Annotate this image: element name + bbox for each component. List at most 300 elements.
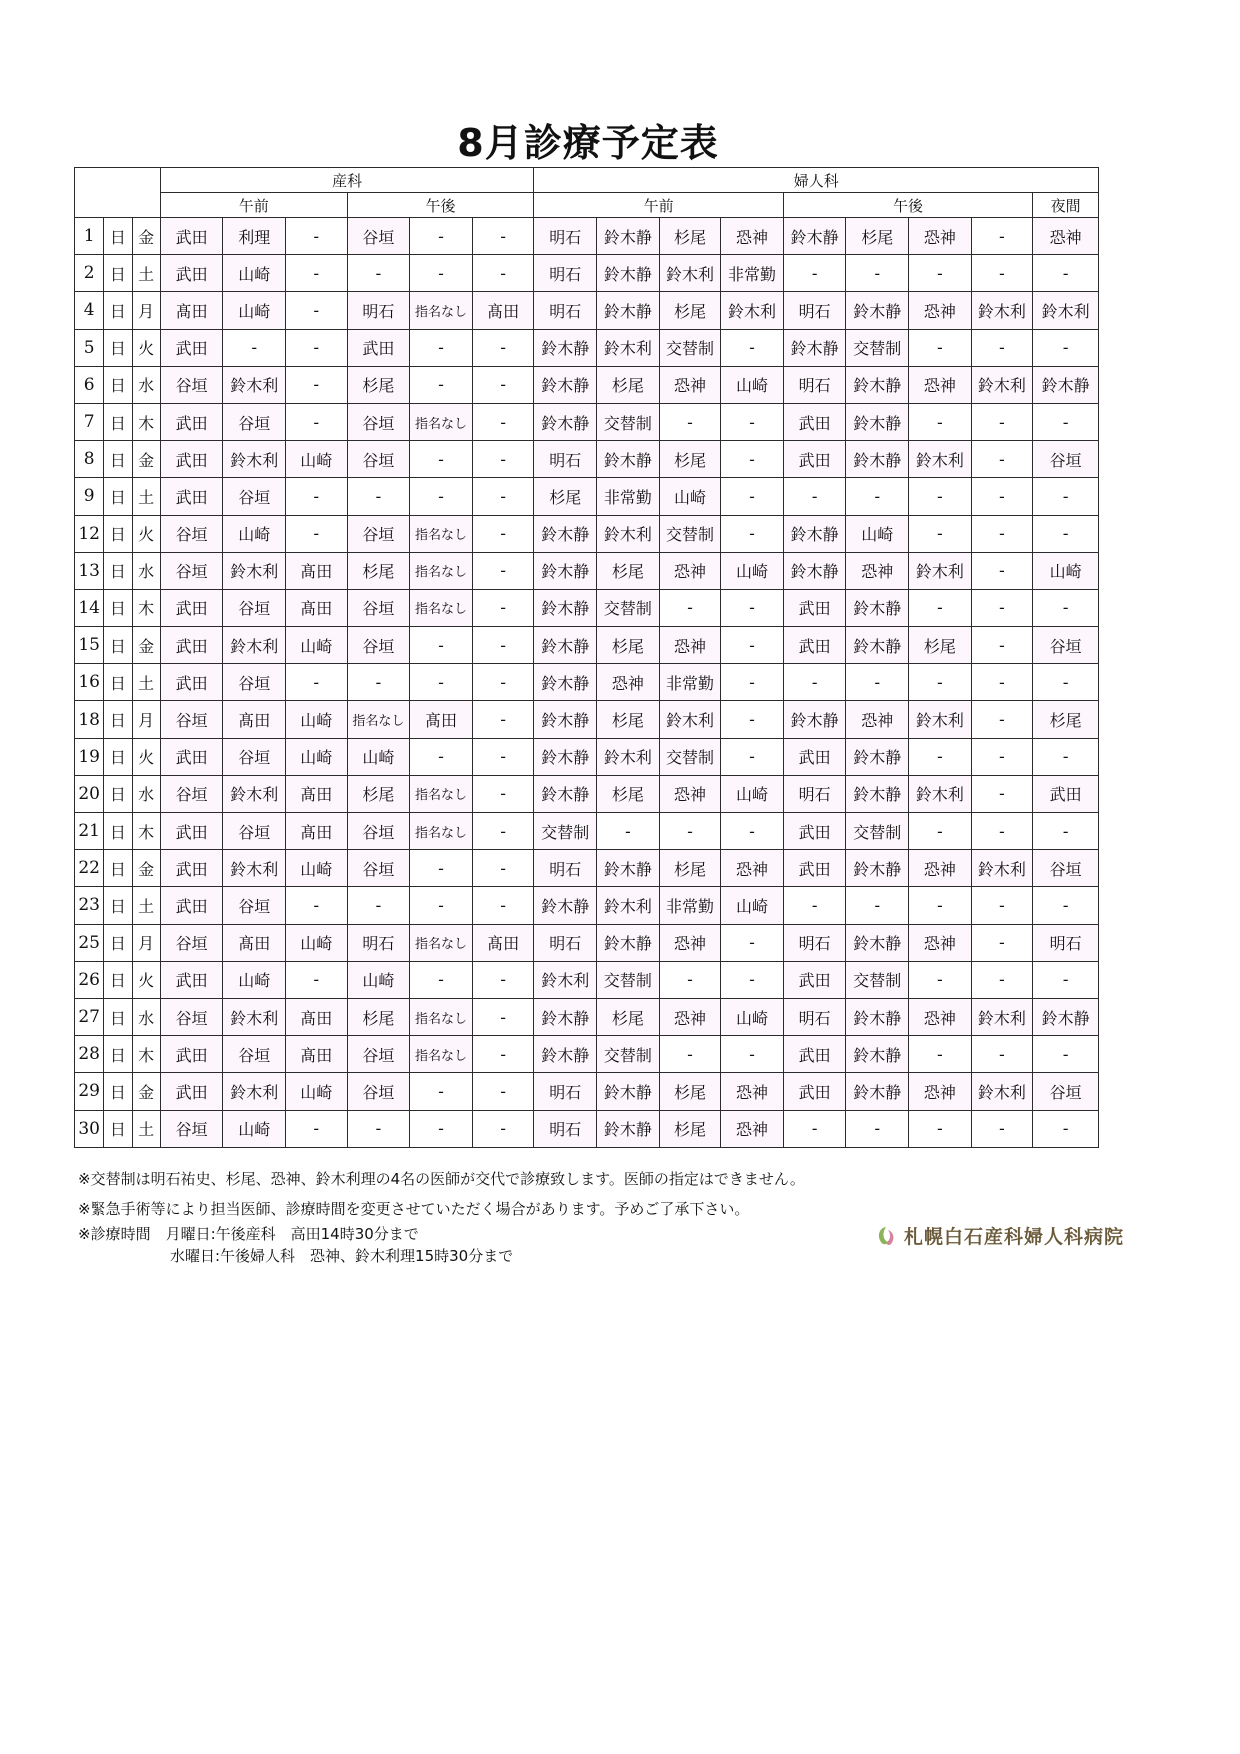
- doctor-cell: -: [286, 292, 348, 329]
- doctor-cell: 鈴木静: [846, 292, 909, 329]
- doctor-cell: 鈴木静: [534, 701, 597, 738]
- day-unit-cell: 日: [104, 515, 132, 552]
- doctor-cell: 谷垣: [347, 441, 410, 478]
- doctor-cell: 明石: [534, 924, 597, 961]
- weekday-cell: 月: [132, 924, 160, 961]
- doctor-cell: 山崎: [223, 292, 286, 329]
- doctor-cell: -: [971, 701, 1033, 738]
- doctor-cell: -: [286, 961, 348, 998]
- table-row: [75, 701, 1099, 738]
- doctor-cell: -: [472, 775, 534, 812]
- weekday-cell: 火: [132, 515, 160, 552]
- doctor-cell: 谷垣: [1033, 627, 1099, 664]
- doctor-cell: -: [472, 850, 534, 887]
- doctor-cell: -: [410, 627, 473, 664]
- doctor-cell: -: [347, 478, 410, 515]
- table-row: [75, 1036, 1099, 1073]
- table-row: [75, 1110, 1099, 1147]
- doctor-cell: 杉尾: [597, 366, 660, 403]
- doctor-cell: 谷垣: [1033, 850, 1099, 887]
- doctor-cell: 鈴木利: [223, 998, 286, 1035]
- doctor-cell: 武田: [160, 441, 223, 478]
- day-unit-cell: 日: [104, 850, 132, 887]
- doctor-cell: 恐神: [597, 664, 660, 701]
- doctor-cell: 武田: [347, 329, 410, 366]
- doctor-cell: 指名なし: [410, 775, 473, 812]
- date-cell: 25: [75, 924, 104, 961]
- doctor-cell: -: [909, 515, 972, 552]
- doctor-cell: 谷垣: [347, 218, 410, 255]
- doctor-cell: -: [721, 664, 784, 701]
- doctor-cell: -: [472, 218, 534, 255]
- doctor-cell: -: [971, 887, 1033, 924]
- weekday-cell: 金: [132, 850, 160, 887]
- doctor-cell: 杉尾: [659, 1110, 721, 1147]
- doctor-cell: -: [472, 255, 534, 292]
- hospital-name: 札幌白石産科婦人科病院: [904, 1226, 1125, 1248]
- doctor-cell: 武田: [160, 403, 223, 440]
- doctor-cell: -: [410, 366, 473, 403]
- doctor-cell: 谷垣: [223, 664, 286, 701]
- doctor-cell: 恐神: [721, 1110, 784, 1147]
- doctor-cell: 非常勤: [721, 255, 784, 292]
- doctor-cell: 髙田: [286, 552, 348, 589]
- doctor-cell: -: [1033, 329, 1099, 366]
- doctor-cell: -: [846, 1110, 909, 1147]
- doctor-cell: -: [1033, 887, 1099, 924]
- doctor-cell: 指名なし: [410, 515, 473, 552]
- doctor-cell: -: [846, 887, 909, 924]
- doctor-cell: -: [472, 329, 534, 366]
- note-rotation: ※交替制は明石祐史、杉尾、恐神、鈴木利理の4名の医師が交代で診療致します。医師の指定はできません。: [78, 1170, 805, 1188]
- doctor-cell: 交替制: [659, 329, 721, 366]
- doctor-cell: 明石: [534, 1073, 597, 1110]
- day-unit-cell: 日: [104, 255, 132, 292]
- doctor-cell: 谷垣: [160, 552, 223, 589]
- doctor-cell: 谷垣: [160, 366, 223, 403]
- doctor-cell: 山崎: [846, 515, 909, 552]
- date-cell: 23: [75, 887, 104, 924]
- doctor-cell: 鈴木静: [534, 515, 597, 552]
- doctor-cell: 杉尾: [347, 552, 410, 589]
- doctor-cell: -: [410, 478, 473, 515]
- date-cell: 12: [75, 515, 104, 552]
- doctor-cell: 鈴木利: [1033, 292, 1099, 329]
- doctor-cell: 武田: [160, 738, 223, 775]
- doctor-cell: 谷垣: [347, 515, 410, 552]
- doctor-cell: -: [472, 589, 534, 626]
- doctor-cell: 指名なし: [410, 292, 473, 329]
- day-unit-cell: 日: [104, 775, 132, 812]
- header-gynecology: 婦人科: [534, 168, 1099, 193]
- doctor-cell: 恐神: [659, 924, 721, 961]
- doctor-cell: -: [721, 627, 784, 664]
- doctor-cell: -: [971, 924, 1033, 961]
- doctor-cell: -: [783, 478, 846, 515]
- doctor-cell: 交替制: [846, 813, 909, 850]
- note-hours-line1: ※診療時間 月曜日:午後産科 高田14時30分まで: [78, 1225, 419, 1243]
- doctor-cell: -: [472, 1073, 534, 1110]
- doctor-cell: 鈴木静: [1033, 998, 1099, 1035]
- doctor-cell: -: [846, 255, 909, 292]
- weekday-cell: 月: [132, 701, 160, 738]
- doctor-cell: 杉尾: [1033, 701, 1099, 738]
- doctor-cell: 鈴木利: [971, 1073, 1033, 1110]
- doctor-cell: 山崎: [223, 515, 286, 552]
- doctor-cell: -: [971, 515, 1033, 552]
- doctor-cell: -: [721, 478, 784, 515]
- doctor-cell: -: [1033, 813, 1099, 850]
- doctor-cell: -: [783, 255, 846, 292]
- doctor-cell: -: [286, 218, 348, 255]
- doctor-cell: -: [909, 403, 972, 440]
- doctor-cell: -: [846, 478, 909, 515]
- doctor-cell: 杉尾: [597, 998, 660, 1035]
- doctor-cell: 鈴木静: [846, 850, 909, 887]
- day-unit-cell: 日: [104, 366, 132, 403]
- doctor-cell: -: [410, 1073, 473, 1110]
- doctor-cell: 谷垣: [223, 589, 286, 626]
- doctor-cell: 鈴木利: [597, 887, 660, 924]
- doctor-cell: -: [909, 1110, 972, 1147]
- doctor-cell: 鈴木利: [971, 292, 1033, 329]
- day-unit-cell: 日: [104, 1110, 132, 1147]
- doctor-cell: 鈴木静: [846, 1036, 909, 1073]
- doctor-cell: -: [472, 998, 534, 1035]
- table-row: [75, 850, 1099, 887]
- doctor-cell: 谷垣: [223, 1036, 286, 1073]
- weekday-cell: 火: [132, 961, 160, 998]
- weekday-cell: 火: [132, 738, 160, 775]
- doctor-cell: 谷垣: [1033, 441, 1099, 478]
- doctor-cell: -: [472, 552, 534, 589]
- date-cell: 22: [75, 850, 104, 887]
- doctor-cell: -: [286, 255, 348, 292]
- doctor-cell: -: [472, 627, 534, 664]
- weekday-cell: 土: [132, 478, 160, 515]
- table-row: [75, 627, 1099, 664]
- doctor-cell: -: [971, 441, 1033, 478]
- doctor-cell: 鈴木利: [597, 515, 660, 552]
- doctor-cell: 杉尾: [659, 441, 721, 478]
- doctor-cell: 恐神: [909, 1073, 972, 1110]
- doctor-cell: 鈴木静: [846, 924, 909, 961]
- doctor-cell: -: [1033, 738, 1099, 775]
- doctor-cell: 髙田: [472, 292, 534, 329]
- table-row: [75, 813, 1099, 850]
- doctor-cell: -: [909, 329, 972, 366]
- doctor-cell: -: [971, 329, 1033, 366]
- header-obstetrics-pm: 午後: [347, 193, 534, 218]
- doctor-cell: 山崎: [1033, 552, 1099, 589]
- doctor-cell: 鈴木静: [846, 775, 909, 812]
- doctor-cell: -: [410, 1110, 473, 1147]
- doctor-cell: 鈴木利: [534, 961, 597, 998]
- doctor-cell: -: [971, 961, 1033, 998]
- doctor-cell: 山崎: [347, 961, 410, 998]
- doctor-cell: 鈴木静: [597, 924, 660, 961]
- doctor-cell: 谷垣: [160, 515, 223, 552]
- day-unit-cell: 日: [104, 589, 132, 626]
- doctor-cell: 杉尾: [534, 478, 597, 515]
- date-cell: 20: [75, 775, 104, 812]
- doctor-cell: 谷垣: [223, 478, 286, 515]
- doctor-cell: -: [472, 1110, 534, 1147]
- doctor-cell: -: [410, 329, 473, 366]
- doctor-cell: 杉尾: [846, 218, 909, 255]
- doctor-cell: 山崎: [286, 850, 348, 887]
- doctor-cell: 武田: [783, 589, 846, 626]
- doctor-cell: 杉尾: [659, 218, 721, 255]
- table-row: [75, 292, 1099, 329]
- date-cell: 21: [75, 813, 104, 850]
- doctor-cell: -: [721, 1036, 784, 1073]
- doctor-cell: 武田: [160, 887, 223, 924]
- doctor-cell: -: [971, 664, 1033, 701]
- doctor-cell: 指名なし: [410, 998, 473, 1035]
- doctor-cell: -: [286, 329, 348, 366]
- doctor-cell: 鈴木利: [909, 552, 972, 589]
- doctor-cell: 鈴木静: [597, 292, 660, 329]
- doctor-cell: 山崎: [721, 998, 784, 1035]
- date-cell: 13: [75, 552, 104, 589]
- doctor-cell: -: [783, 887, 846, 924]
- date-cell: 16: [75, 664, 104, 701]
- doctor-cell: 鈴木利: [223, 552, 286, 589]
- table-row: [75, 998, 1099, 1035]
- doctor-cell: -: [347, 1110, 410, 1147]
- doctor-cell: 明石: [534, 850, 597, 887]
- doctor-cell: -: [1033, 961, 1099, 998]
- header-row-session: [75, 193, 1099, 218]
- date-cell: 18: [75, 701, 104, 738]
- doctor-cell: -: [1033, 255, 1099, 292]
- doctor-cell: 山崎: [721, 775, 784, 812]
- doctor-cell: 鈴木静: [846, 627, 909, 664]
- doctor-cell: 鈴木静: [783, 701, 846, 738]
- doctor-cell: 山崎: [286, 738, 348, 775]
- weekday-cell: 火: [132, 329, 160, 366]
- doctor-cell: 鈴木利: [597, 329, 660, 366]
- doctor-cell: -: [721, 441, 784, 478]
- doctor-cell: 鈴木利: [971, 366, 1033, 403]
- weekday-cell: 水: [132, 552, 160, 589]
- table-row: [75, 1073, 1099, 1110]
- doctor-cell: -: [472, 813, 534, 850]
- doctor-cell: 明石: [783, 998, 846, 1035]
- doctor-cell: -: [909, 738, 972, 775]
- doctor-cell: 鈴木静: [534, 887, 597, 924]
- doctor-cell: 武田: [783, 738, 846, 775]
- doctor-cell: -: [971, 1110, 1033, 1147]
- doctor-cell: 交替制: [846, 329, 909, 366]
- doctor-cell: -: [971, 775, 1033, 812]
- doctor-cell: -: [721, 961, 784, 998]
- table-row: [75, 478, 1099, 515]
- doctor-cell: 鈴木静: [597, 255, 660, 292]
- doctor-cell: 武田: [783, 441, 846, 478]
- doctor-cell: 交替制: [846, 961, 909, 998]
- doctor-cell: -: [1033, 589, 1099, 626]
- doctor-cell: -: [286, 1110, 348, 1147]
- doctor-cell: 武田: [160, 1073, 223, 1110]
- doctor-cell: 杉尾: [597, 775, 660, 812]
- doctor-cell: 武田: [160, 961, 223, 998]
- doctor-cell: 鈴木静: [534, 775, 597, 812]
- date-cell: 15: [75, 627, 104, 664]
- doctor-cell: -: [472, 701, 534, 738]
- doctor-cell: -: [909, 813, 972, 850]
- doctor-cell: 明石: [783, 775, 846, 812]
- date-cell: 1: [75, 218, 104, 255]
- doctor-cell: 鈴木静: [597, 1073, 660, 1110]
- day-unit-cell: 日: [104, 701, 132, 738]
- doctor-cell: -: [472, 366, 534, 403]
- doctor-cell: 交替制: [659, 515, 721, 552]
- doctor-cell: 谷垣: [347, 627, 410, 664]
- doctor-cell: 武田: [160, 255, 223, 292]
- doctor-cell: 鈴木利: [909, 441, 972, 478]
- doctor-cell: -: [410, 664, 473, 701]
- doctor-cell: 武田: [783, 403, 846, 440]
- doctor-cell: 髙田: [286, 1036, 348, 1073]
- date-cell: 7: [75, 403, 104, 440]
- doctor-cell: -: [1033, 664, 1099, 701]
- doctor-cell: 髙田: [160, 292, 223, 329]
- doctor-cell: 杉尾: [347, 366, 410, 403]
- doctor-cell: 鈴木静: [534, 403, 597, 440]
- doctor-cell: 杉尾: [909, 627, 972, 664]
- doctor-cell: -: [721, 329, 784, 366]
- doctor-cell: 谷垣: [160, 998, 223, 1035]
- doctor-cell: 山崎: [286, 701, 348, 738]
- doctor-cell: -: [659, 1036, 721, 1073]
- doctor-cell: 山崎: [286, 1073, 348, 1110]
- doctor-cell: 恐神: [909, 366, 972, 403]
- date-cell: 26: [75, 961, 104, 998]
- doctor-cell: 鈴木静: [534, 329, 597, 366]
- doctor-cell: 恐神: [1033, 218, 1099, 255]
- doctor-cell: 山崎: [223, 961, 286, 998]
- doctor-cell: 杉尾: [347, 998, 410, 1035]
- doctor-cell: 武田: [160, 627, 223, 664]
- date-cell: 29: [75, 1073, 104, 1110]
- doctor-cell: 武田: [160, 478, 223, 515]
- doctor-cell: 明石: [783, 292, 846, 329]
- doctor-cell: 武田: [1033, 775, 1099, 812]
- weekday-cell: 土: [132, 887, 160, 924]
- weekday-cell: 土: [132, 255, 160, 292]
- table-row: [75, 329, 1099, 366]
- doctor-cell: -: [286, 664, 348, 701]
- doctor-cell: 髙田: [286, 813, 348, 850]
- doctor-cell: 鈴木静: [534, 998, 597, 1035]
- doctor-cell: 山崎: [286, 441, 348, 478]
- schedule-body: [75, 218, 1099, 1148]
- doctor-cell: 山崎: [721, 366, 784, 403]
- day-unit-cell: 日: [104, 1036, 132, 1073]
- doctor-cell: -: [971, 738, 1033, 775]
- doctor-cell: -: [472, 478, 534, 515]
- doctor-cell: 髙田: [286, 589, 348, 626]
- doctor-cell: 鈴木静: [846, 403, 909, 440]
- doctor-cell: 恐神: [721, 218, 784, 255]
- hospital-logo-icon: [874, 1224, 898, 1248]
- doctor-cell: 杉尾: [597, 552, 660, 589]
- doctor-cell: -: [971, 403, 1033, 440]
- doctor-cell: 交替制: [659, 738, 721, 775]
- doctor-cell: 鈴木静: [534, 552, 597, 589]
- hospital-logo: [874, 1222, 1124, 1249]
- doctor-cell: -: [909, 887, 972, 924]
- doctor-cell: 鈴木利: [223, 627, 286, 664]
- doctor-cell: 鈴木利: [971, 850, 1033, 887]
- doctor-cell: 谷垣: [160, 1110, 223, 1147]
- doctor-cell: 恐神: [909, 924, 972, 961]
- doctor-cell: 非常勤: [659, 887, 721, 924]
- doctor-cell: 鈴木利: [909, 701, 972, 738]
- doctor-cell: 鈴木利: [659, 255, 721, 292]
- weekday-cell: 水: [132, 366, 160, 403]
- doctor-cell: -: [783, 664, 846, 701]
- doctor-cell: 鈴木静: [846, 589, 909, 626]
- doctor-cell: -: [721, 403, 784, 440]
- doctor-cell: 指名なし: [347, 701, 410, 738]
- doctor-cell: 武田: [783, 961, 846, 998]
- doctor-cell: -: [846, 664, 909, 701]
- table-row: [75, 255, 1099, 292]
- doctor-cell: -: [721, 701, 784, 738]
- doctor-cell: -: [1033, 478, 1099, 515]
- doctor-cell: 武田: [160, 813, 223, 850]
- doctor-cell: 交替制: [597, 403, 660, 440]
- header-gynecology-am: 午前: [534, 193, 783, 218]
- doctor-cell: -: [909, 478, 972, 515]
- doctor-cell: -: [721, 924, 784, 961]
- doctor-cell: 明石: [783, 924, 846, 961]
- doctor-cell: -: [472, 441, 534, 478]
- doctor-cell: 杉尾: [597, 627, 660, 664]
- date-cell: 19: [75, 738, 104, 775]
- doctor-cell: -: [472, 403, 534, 440]
- doctor-cell: 谷垣: [160, 924, 223, 961]
- doctor-cell: 山崎: [286, 924, 348, 961]
- doctor-cell: -: [909, 589, 972, 626]
- doctor-cell: 髙田: [223, 701, 286, 738]
- doctor-cell: 髙田: [223, 924, 286, 961]
- date-cell: 5: [75, 329, 104, 366]
- doctor-cell: -: [410, 738, 473, 775]
- doctor-cell: 明石: [534, 255, 597, 292]
- doctor-cell: 谷垣: [347, 1036, 410, 1073]
- doctor-cell: 指名なし: [410, 589, 473, 626]
- doctor-cell: 鈴木利: [597, 738, 660, 775]
- doctor-cell: 明石: [534, 292, 597, 329]
- table-row: [75, 775, 1099, 812]
- doctor-cell: 恐神: [909, 218, 972, 255]
- doctor-cell: 明石: [534, 441, 597, 478]
- doctor-cell: 鈴木静: [534, 627, 597, 664]
- doctor-cell: 山崎: [721, 887, 784, 924]
- doctor-cell: -: [286, 887, 348, 924]
- doctor-cell: 鈴木利: [223, 366, 286, 403]
- doctor-cell: 谷垣: [223, 887, 286, 924]
- doctor-cell: 髙田: [286, 998, 348, 1035]
- doctor-cell: 鈴木静: [534, 664, 597, 701]
- date-cell: 30: [75, 1110, 104, 1147]
- doctor-cell: 山崎: [286, 627, 348, 664]
- doctor-cell: 武田: [160, 850, 223, 887]
